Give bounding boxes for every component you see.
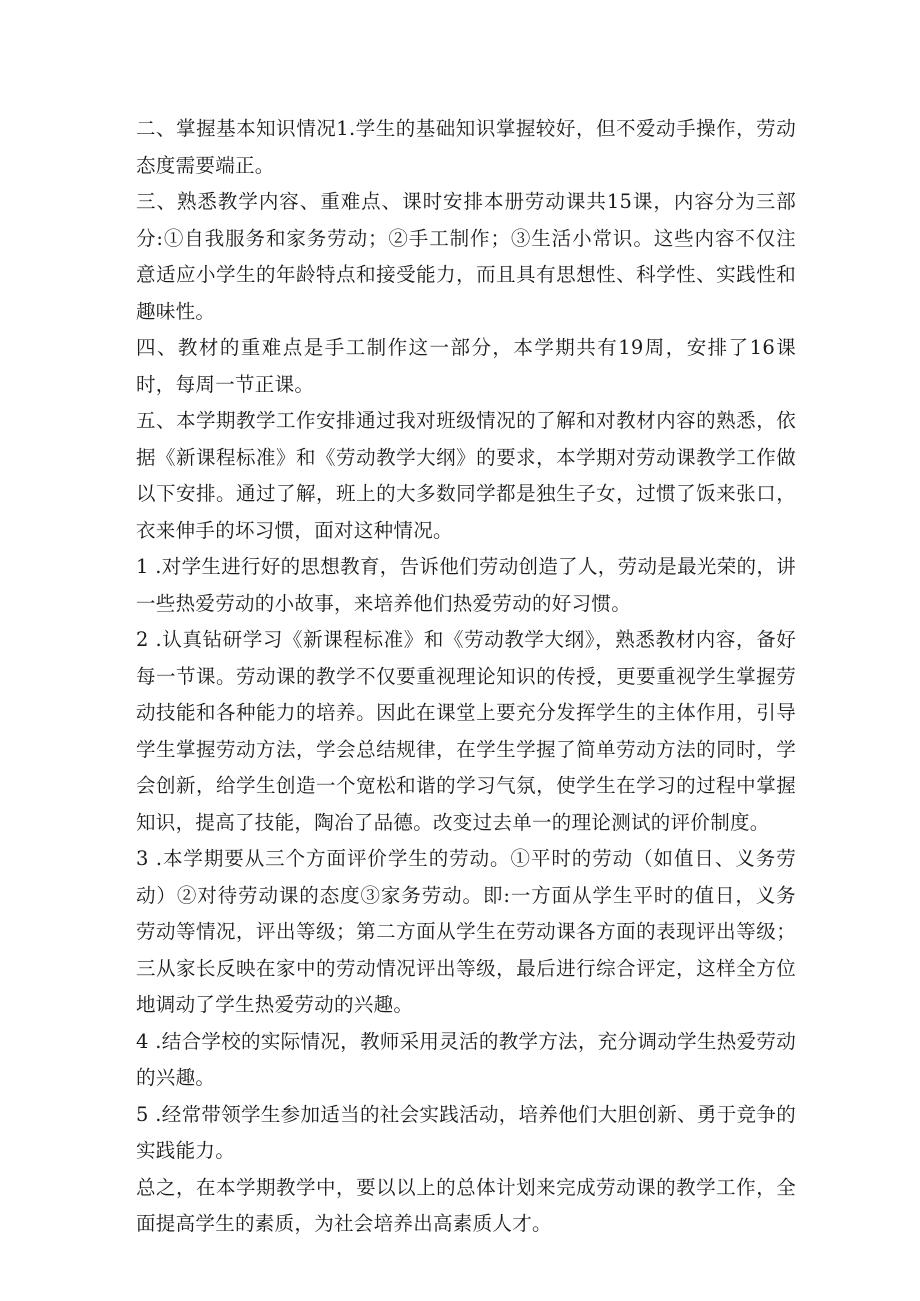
- paragraph-item-5: 5 .经常带领学生参加适当的社会实践活动，培养他们大胆创新、勇于竞争的实践能力。: [136, 1102, 796, 1162]
- paragraph-item-4: 4 .结合学校的实际情况，教师采用灵活的教学方法，充分调动学生热爱劳动的兴趣。: [136, 1029, 796, 1089]
- paragraph-summary: 总之，在本学期教学中，要以以上的总体计划来完成劳动课的教学工作，全面提高学生的素质，为社会培养出高素质人才。: [136, 1175, 796, 1235]
- paragraph-item-1: 1 .对学生进行好的思想教育，告诉他们劳动创造了人，劳动是最光荣的，讲一些热爱劳动的小故事，来培养他们热爱劳动的好习惯。: [136, 555, 796, 615]
- paragraph-basic-knowledge: 二、掌握基本知识情况1.学生的基础知识掌握较好，但不爱动手操作，劳动态度需要端正。: [136, 117, 796, 177]
- paragraph-item-2: 2 .认真钻研学习《新课程标准》和《劳动教学大纲》，熟悉教材内容，备好每一节课。劳动课的教学不仅要重视理论知识的传授，更要重视学生掌握劳动技能和各种能力的培养。因此在课堂上要充分发挥学生的主体作用，引导学生掌握劳动方法，学会总结规律，在学生学握了简单劳动方法的同时，学会创新，给学生创造一个宽松和谐的学习气氛，使学生在学习的过程中掌握知识，提高了技能，陶冶了品德。改变过去单一的理论测试的评价制度。: [136, 628, 796, 834]
- paragraph-work-arrangement: 五、本学期教学工作安排通过我对班级情况的了解和对教材内容的熟悉，依据《新课程标准》和《劳动教学大纲》的要求，本学期对劳动课教学工作做以下安排。通过了解，班上的大多数同学都是独生子女，过惯了饭来张口，衣来伸手的坏习惯，面对这种情况。: [136, 409, 796, 542]
- paragraph-item-3: 3 .本学期要从三个方面评价学生的劳动。①平时的劳动（如值日、义务劳动）②对待劳动课的态度③家务劳动。即:一方面从学生平时的值日，义务劳动等情况，评出等级；第二方面从学生在劳动课各方面的表现评出等级；三从家长反映在家中的劳动情况评出等级，最后进行综合评定，这样全方位地调动了学生热爱劳动的兴趣。: [136, 847, 796, 1016]
- document-body: [136, 111, 796, 1243]
- paragraph-teaching-content: 三、熟悉教学内容、重难点、课时安排本册劳动课共15课，内容分为三部分:①自我服务和家务劳动；②手工制作；③生活小常识。这些内容不仅注意适应小学生的年龄特点和接受能力，而且具有思想性、科学性、实践性和趣味性。: [136, 190, 796, 323]
- paragraph-key-difficulties: 四、教材的重难点是手工制作这一部分，本学期共有19周，安排了16课时，每周一节正课。: [136, 336, 796, 396]
